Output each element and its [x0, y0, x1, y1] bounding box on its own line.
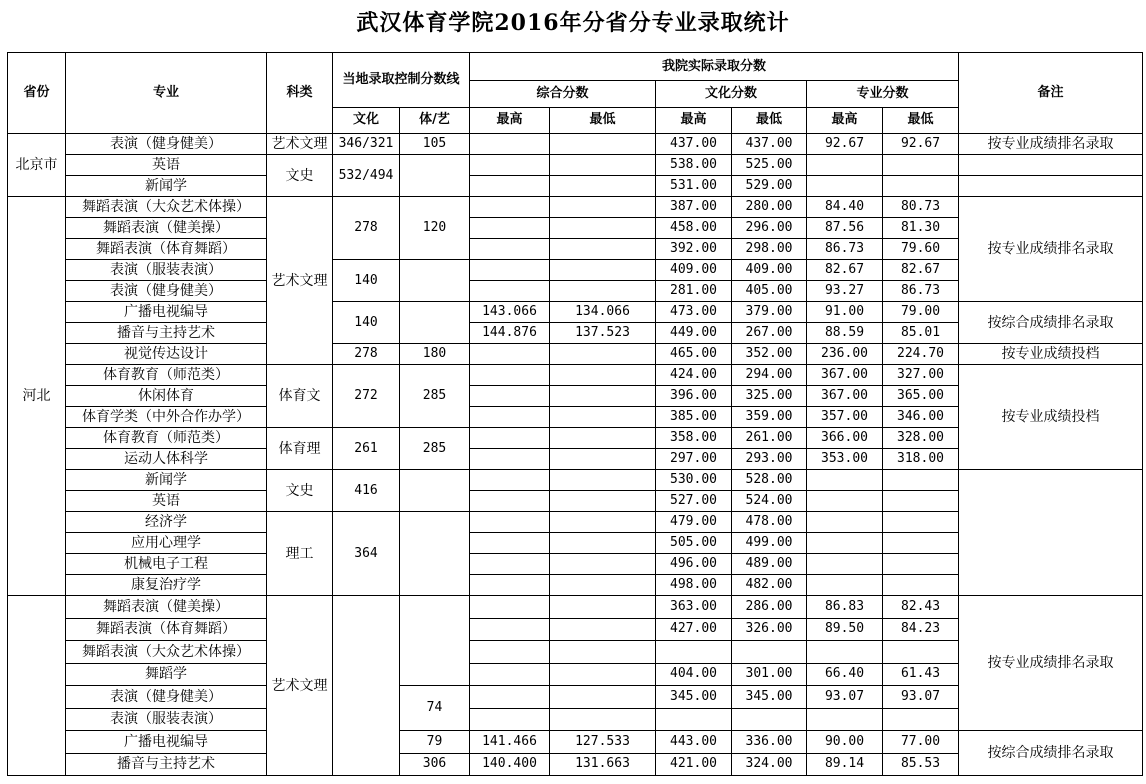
- major-cell: 舞蹈学: [66, 663, 267, 686]
- control-culture-cell: 364: [333, 512, 400, 596]
- table-row: [8, 176, 1143, 197]
- note-cell: 按专业成绩排名录取: [959, 596, 1143, 731]
- note-cell: [959, 155, 1143, 176]
- score-cmax: [470, 218, 550, 239]
- score-zmax: [807, 575, 883, 596]
- score-zmax: 92.67: [807, 134, 883, 155]
- table-row: [8, 155, 1143, 176]
- header-culture-score: 文化分数: [656, 81, 807, 107]
- score-wmin: 326.00: [732, 618, 807, 641]
- major-cell: 广播电视编导: [66, 731, 267, 754]
- score-cmax: 144.876: [470, 323, 550, 344]
- header-category: 科类: [267, 53, 333, 134]
- score-zmax: 86.73: [807, 239, 883, 260]
- score-wmax: 449.00: [656, 323, 732, 344]
- score-zmin: [883, 176, 959, 197]
- score-cmax: [470, 365, 550, 386]
- header-major: 专业: [66, 53, 267, 134]
- score-wmin: 267.00: [732, 323, 807, 344]
- header-actual: 我院实际录取分数: [470, 53, 959, 81]
- score-wmin: 405.00: [732, 281, 807, 302]
- score-wmax: 358.00: [656, 428, 732, 449]
- score-cmin: [550, 533, 656, 554]
- score-zmin: [883, 575, 959, 596]
- score-cmin: [550, 365, 656, 386]
- score-zmin: 79.00: [883, 302, 959, 323]
- score-wmin: 301.00: [732, 663, 807, 686]
- score-wmax: 396.00: [656, 386, 732, 407]
- score-wmin: 294.00: [732, 365, 807, 386]
- note-cell: 按专业成绩投档: [959, 344, 1143, 365]
- score-wmin: 499.00: [732, 533, 807, 554]
- score-cmin: 137.523: [550, 323, 656, 344]
- score-wmax: 297.00: [656, 449, 732, 470]
- major-cell: 舞蹈表演（体育舞蹈）: [66, 239, 267, 260]
- control-sport-cell: 74: [400, 686, 470, 731]
- score-zmax: [807, 155, 883, 176]
- score-zmin: [883, 155, 959, 176]
- score-cmin: [550, 134, 656, 155]
- score-wmax: 479.00: [656, 512, 732, 533]
- control-sport-cell: [400, 512, 470, 596]
- major-cell: 体育教育（师范类）: [66, 365, 267, 386]
- table-row: [8, 596, 1143, 619]
- control-sport-cell: 285: [400, 365, 470, 428]
- score-wmax: 437.00: [656, 134, 732, 155]
- score-wmax: [656, 708, 732, 731]
- major-cell: 新闻学: [66, 176, 267, 197]
- score-zmin: 86.73: [883, 281, 959, 302]
- score-zmax: 357.00: [807, 407, 883, 428]
- score-wmax: 527.00: [656, 491, 732, 512]
- control-culture-cell: 140: [333, 302, 400, 344]
- score-cmax: [470, 449, 550, 470]
- score-wmax: 387.00: [656, 197, 732, 218]
- note-cell: 按专业成绩投档: [959, 365, 1143, 470]
- score-zmin: 77.00: [883, 731, 959, 754]
- score-zmin: 80.73: [883, 197, 959, 218]
- score-cmin: [550, 575, 656, 596]
- score-zmin: 318.00: [883, 449, 959, 470]
- table-row: [8, 302, 1143, 323]
- score-wmax: 465.00: [656, 344, 732, 365]
- score-zmax: [807, 554, 883, 575]
- header-backup: 备注: [959, 53, 1143, 134]
- score-cmax: [470, 596, 550, 619]
- table-row: [8, 134, 1143, 155]
- score-cmin: [550, 239, 656, 260]
- major-cell: 康复治疗学: [66, 575, 267, 596]
- score-zmin: [883, 554, 959, 575]
- score-zmax: [807, 708, 883, 731]
- major-cell: 运动人体科学: [66, 449, 267, 470]
- score-cmax: [470, 470, 550, 491]
- table-row: [8, 365, 1143, 386]
- header-composite-min: 最低: [550, 107, 656, 133]
- score-wmin: 261.00: [732, 428, 807, 449]
- score-cmax: 141.466: [470, 731, 550, 754]
- control-culture-cell: 532/494: [333, 155, 400, 197]
- score-wmin: 293.00: [732, 449, 807, 470]
- score-wmax: 427.00: [656, 618, 732, 641]
- score-wmin: [732, 708, 807, 731]
- header-major-max: 最高: [807, 107, 883, 133]
- control-culture-cell: [333, 596, 400, 776]
- score-zmax: [807, 533, 883, 554]
- score-wmin: 482.00: [732, 575, 807, 596]
- score-cmax: [470, 663, 550, 686]
- category-cell: 艺术文理: [267, 596, 333, 776]
- score-zmin: 327.00: [883, 365, 959, 386]
- score-wmin: 478.00: [732, 512, 807, 533]
- control-sport-cell: [400, 155, 470, 197]
- score-wmax: 530.00: [656, 470, 732, 491]
- score-wmax: 505.00: [656, 533, 732, 554]
- control-sport-cell: [400, 470, 470, 512]
- score-wmax: 458.00: [656, 218, 732, 239]
- score-zmax: 89.50: [807, 618, 883, 641]
- major-cell: 舞蹈表演（健美操）: [66, 596, 267, 619]
- category-cell: 体育理: [267, 428, 333, 470]
- major-cell: 舞蹈表演（健美操）: [66, 218, 267, 239]
- score-zmin: 81.30: [883, 218, 959, 239]
- score-wmin: 359.00: [732, 407, 807, 428]
- score-cmax: [470, 491, 550, 512]
- score-zmin: [883, 708, 959, 731]
- major-cell: 应用心理学: [66, 533, 267, 554]
- score-wmin: 524.00: [732, 491, 807, 512]
- score-zmax: 86.83: [807, 596, 883, 619]
- score-zmin: 328.00: [883, 428, 959, 449]
- score-cmax: [470, 344, 550, 365]
- score-zmax: 366.00: [807, 428, 883, 449]
- score-wmax: 498.00: [656, 575, 732, 596]
- major-cell: 体育学类（中外合作办学）: [66, 407, 267, 428]
- score-zmax: 236.00: [807, 344, 883, 365]
- score-wmax: 345.00: [656, 686, 732, 709]
- score-wmin: 437.00: [732, 134, 807, 155]
- score-cmin: [550, 428, 656, 449]
- score-wmax: 531.00: [656, 176, 732, 197]
- score-wmin: 324.00: [732, 753, 807, 776]
- score-cmax: [470, 512, 550, 533]
- control-culture-cell: 278: [333, 344, 400, 365]
- major-cell: 舞蹈表演（大众艺术体操）: [66, 197, 267, 218]
- score-zmin: [883, 641, 959, 664]
- score-cmin: [550, 686, 656, 709]
- category-cell: 文史: [267, 155, 333, 197]
- score-cmax: [470, 260, 550, 281]
- control-culture-cell: 346/321: [333, 134, 400, 155]
- score-cmax: [470, 155, 550, 176]
- score-zmin: 224.70: [883, 344, 959, 365]
- score-cmin: [550, 512, 656, 533]
- score-cmin: [550, 218, 656, 239]
- control-sport-cell: [400, 260, 470, 302]
- province-cell: 河北: [8, 197, 66, 596]
- score-zmax: 90.00: [807, 731, 883, 754]
- score-cmin: [550, 176, 656, 197]
- note-cell: 按专业成绩排名录取: [959, 134, 1143, 155]
- score-cmin: [550, 618, 656, 641]
- score-wmin: 379.00: [732, 302, 807, 323]
- score-zmin: 85.01: [883, 323, 959, 344]
- score-cmax: [470, 533, 550, 554]
- score-zmax: [807, 176, 883, 197]
- control-culture-cell: 140: [333, 260, 400, 302]
- province-cell: 北京市: [8, 134, 66, 197]
- control-sport-cell: 79: [400, 731, 470, 754]
- score-wmin: 352.00: [732, 344, 807, 365]
- score-zmin: 85.53: [883, 753, 959, 776]
- score-cmax: [470, 641, 550, 664]
- score-zmax: 91.00: [807, 302, 883, 323]
- header-composite-max: 最高: [470, 107, 550, 133]
- score-cmin: [550, 596, 656, 619]
- province-cell: [8, 596, 66, 776]
- score-wmin: 525.00: [732, 155, 807, 176]
- score-cmax: [470, 708, 550, 731]
- score-wmax: 409.00: [656, 260, 732, 281]
- control-sport-cell: [400, 302, 470, 344]
- score-zmax: 84.40: [807, 197, 883, 218]
- score-zmin: [883, 512, 959, 533]
- major-cell: 表演（服装表演）: [66, 708, 267, 731]
- major-cell: 英语: [66, 491, 267, 512]
- score-wmin: 280.00: [732, 197, 807, 218]
- header-major-min: 最低: [883, 107, 959, 133]
- score-wmin: 528.00: [732, 470, 807, 491]
- score-cmin: [550, 663, 656, 686]
- category-cell: 理工: [267, 512, 333, 596]
- score-wmax: 443.00: [656, 731, 732, 754]
- score-cmin: [550, 407, 656, 428]
- major-cell: 播音与主持艺术: [66, 753, 267, 776]
- score-zmin: 92.67: [883, 134, 959, 155]
- score-zmin: [883, 491, 959, 512]
- score-zmax: 89.14: [807, 753, 883, 776]
- score-zmax: [807, 512, 883, 533]
- score-cmax: [470, 176, 550, 197]
- score-cmin: 131.663: [550, 753, 656, 776]
- score-cmax: [470, 197, 550, 218]
- score-cmin: [550, 641, 656, 664]
- note-cell: [959, 176, 1143, 197]
- score-zmax: 88.59: [807, 323, 883, 344]
- table-row: [8, 470, 1143, 491]
- major-cell: 英语: [66, 155, 267, 176]
- score-cmax: [470, 686, 550, 709]
- note-cell: 按综合成绩排名录取: [959, 302, 1143, 344]
- score-wmax: 538.00: [656, 155, 732, 176]
- major-cell: 机械电子工程: [66, 554, 267, 575]
- control-sport-cell: [400, 596, 470, 686]
- score-wmin: 336.00: [732, 731, 807, 754]
- score-wmax: 473.00: [656, 302, 732, 323]
- score-cmax: [470, 575, 550, 596]
- major-cell: 体育教育（师范类）: [66, 428, 267, 449]
- score-wmin: 286.00: [732, 596, 807, 619]
- score-wmin: 325.00: [732, 386, 807, 407]
- control-sport-cell: 285: [400, 428, 470, 470]
- score-cmin: [550, 491, 656, 512]
- score-cmin: [550, 260, 656, 281]
- score-wmax: 496.00: [656, 554, 732, 575]
- control-culture-cell: 416: [333, 470, 400, 512]
- table-row: [8, 197, 1143, 218]
- score-zmax: 367.00: [807, 365, 883, 386]
- score-zmin: [883, 533, 959, 554]
- header-culture-max: 最高: [656, 107, 732, 133]
- score-cmax: [470, 554, 550, 575]
- score-zmax: [807, 491, 883, 512]
- score-cmin: [550, 554, 656, 575]
- header-culture-min: 最低: [732, 107, 807, 133]
- major-cell: 表演（健身健美）: [66, 281, 267, 302]
- score-zmin: 82.43: [883, 596, 959, 619]
- note-cell: [959, 470, 1143, 596]
- header-province: 省份: [8, 53, 66, 134]
- score-zmin: 61.43: [883, 663, 959, 686]
- control-culture-cell: 261: [333, 428, 400, 470]
- score-cmax: [470, 407, 550, 428]
- score-cmin: [550, 386, 656, 407]
- score-zmin: 84.23: [883, 618, 959, 641]
- major-cell: 新闻学: [66, 470, 267, 491]
- score-wmax: 404.00: [656, 663, 732, 686]
- control-culture-cell: 278: [333, 197, 400, 260]
- score-zmin: 365.00: [883, 386, 959, 407]
- score-zmax: 82.67: [807, 260, 883, 281]
- score-cmax: [470, 239, 550, 260]
- score-zmin: [883, 470, 959, 491]
- page-title: 武汉体育学院2016年分省分专业录取统计: [356, 10, 790, 36]
- score-cmin: 127.533: [550, 731, 656, 754]
- score-wmin: 296.00: [732, 218, 807, 239]
- header-sport-art: 体/艺: [400, 107, 470, 133]
- score-cmax: [470, 618, 550, 641]
- major-cell: 舞蹈表演（大众艺术体操）: [66, 641, 267, 664]
- score-wmax: 385.00: [656, 407, 732, 428]
- note-cell: 按专业成绩排名录取: [959, 197, 1143, 302]
- score-zmax: [807, 641, 883, 664]
- score-cmin: [550, 708, 656, 731]
- score-wmax: [656, 641, 732, 664]
- score-zmin: 93.07: [883, 686, 959, 709]
- major-cell: 休闲体育: [66, 386, 267, 407]
- score-zmin: 346.00: [883, 407, 959, 428]
- score-cmin: [550, 281, 656, 302]
- score-wmin: 489.00: [732, 554, 807, 575]
- control-sport-cell: 306: [400, 753, 470, 776]
- score-wmin: 409.00: [732, 260, 807, 281]
- table-row: [8, 731, 1143, 754]
- header-control-line: 当地录取控制分数线: [333, 53, 470, 108]
- control-sport-cell: 105: [400, 134, 470, 155]
- score-cmin: [550, 197, 656, 218]
- major-cell: 舞蹈表演（体育舞蹈）: [66, 618, 267, 641]
- category-cell: 艺术文理: [267, 197, 333, 365]
- score-cmin: [550, 155, 656, 176]
- category-cell: 体育文: [267, 365, 333, 428]
- score-wmax: 281.00: [656, 281, 732, 302]
- score-zmin: 82.67: [883, 260, 959, 281]
- score-wmin: [732, 641, 807, 664]
- major-cell: 表演（健身健美）: [66, 686, 267, 709]
- score-wmin: 298.00: [732, 239, 807, 260]
- score-cmax: 143.066: [470, 302, 550, 323]
- score-cmax: [470, 281, 550, 302]
- score-cmin: [550, 470, 656, 491]
- score-zmax: 93.27: [807, 281, 883, 302]
- score-wmax: 363.00: [656, 596, 732, 619]
- major-cell: 播音与主持艺术: [66, 323, 267, 344]
- major-cell: 广播电视编导: [66, 302, 267, 323]
- category-cell: 文史: [267, 470, 333, 512]
- score-cmin: 134.066: [550, 302, 656, 323]
- score-zmax: 66.40: [807, 663, 883, 686]
- major-cell: 表演（健身健美）: [66, 134, 267, 155]
- score-zmax: 367.00: [807, 386, 883, 407]
- score-cmax: 140.400: [470, 753, 550, 776]
- header-major-score: 专业分数: [807, 81, 959, 107]
- score-cmax: [470, 428, 550, 449]
- score-cmin: [550, 449, 656, 470]
- major-cell: 视觉传达设计: [66, 344, 267, 365]
- header-composite: 综合分数: [470, 81, 656, 107]
- score-wmin: 345.00: [732, 686, 807, 709]
- score-zmax: 93.07: [807, 686, 883, 709]
- header-culture: 文化: [333, 107, 400, 133]
- major-cell: 表演（服装表演）: [66, 260, 267, 281]
- score-cmin: [550, 344, 656, 365]
- score-wmax: 392.00: [656, 239, 732, 260]
- score-wmin: 529.00: [732, 176, 807, 197]
- score-wmax: 424.00: [656, 365, 732, 386]
- major-cell: 经济学: [66, 512, 267, 533]
- table-row: [8, 344, 1143, 365]
- category-cell: 艺术文理: [267, 134, 333, 155]
- score-zmax: [807, 470, 883, 491]
- control-sport-cell: 180: [400, 344, 470, 365]
- score-zmin: 79.60: [883, 239, 959, 260]
- score-cmax: [470, 134, 550, 155]
- control-culture-cell: 272: [333, 365, 400, 428]
- control-sport-cell: 120: [400, 197, 470, 260]
- score-cmax: [470, 386, 550, 407]
- admission-table: [7, 52, 1143, 776]
- score-zmax: 353.00: [807, 449, 883, 470]
- score-zmax: 87.56: [807, 218, 883, 239]
- score-wmax: 421.00: [656, 753, 732, 776]
- note-cell: 按综合成绩排名录取: [959, 731, 1143, 776]
